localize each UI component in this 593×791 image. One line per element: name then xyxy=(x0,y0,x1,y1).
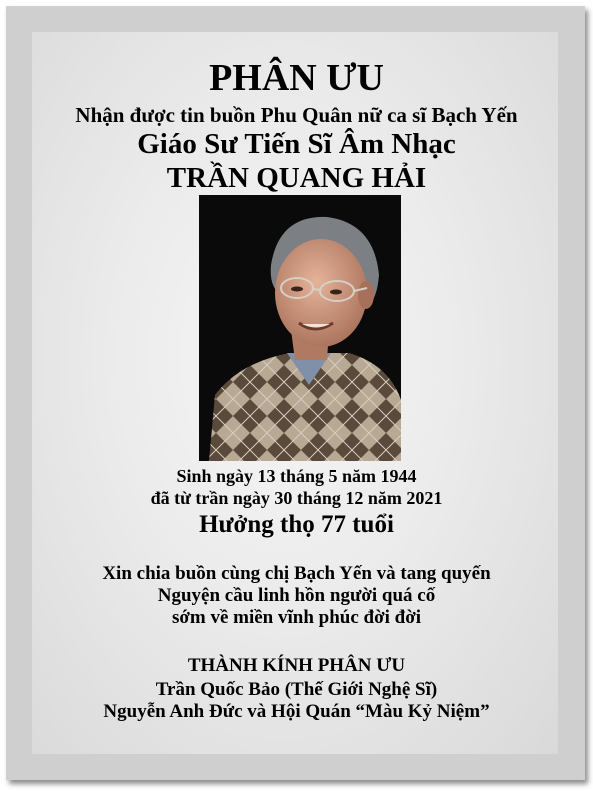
signature-line: Nguyễn Anh Đức và Hội Quán “Màu Kỷ Niệm” xyxy=(103,701,490,722)
age-at-death: Hưởng thọ 77 tuổi xyxy=(199,511,394,538)
birth-date: Sinh ngày 13 tháng 5 năm 1944 xyxy=(176,466,417,486)
deceased-profession: Giáo Sư Tiến Sĩ Âm Nhạc xyxy=(137,128,456,160)
signature-line: Trần Quốc Bảo (Thế Giới Nghệ Sĩ) xyxy=(155,679,438,700)
notice-subtitle: Nhận được tin buồn Phu Quân nữ ca sĩ Bạch Yến xyxy=(75,103,518,127)
closing-phrase: THÀNH KÍNH PHÂN ƯU xyxy=(187,655,406,676)
deceased-name: TRẦN QUANG HẢI xyxy=(166,162,427,194)
condolence-line: sớm về miền vĩnh phúc đời đời xyxy=(171,607,422,628)
portrait-photo xyxy=(199,195,401,461)
condolence-line: Xin chia buồn cùng chị Bạch Yến và tang quyến xyxy=(102,563,491,584)
notice-title: PHÂN ƯU xyxy=(209,57,384,99)
death-date: đã từ trần ngày 30 tháng 12 năm 2021 xyxy=(150,488,443,508)
condolence-line: Nguyện cầu linh hồn người quá cố xyxy=(157,585,436,606)
